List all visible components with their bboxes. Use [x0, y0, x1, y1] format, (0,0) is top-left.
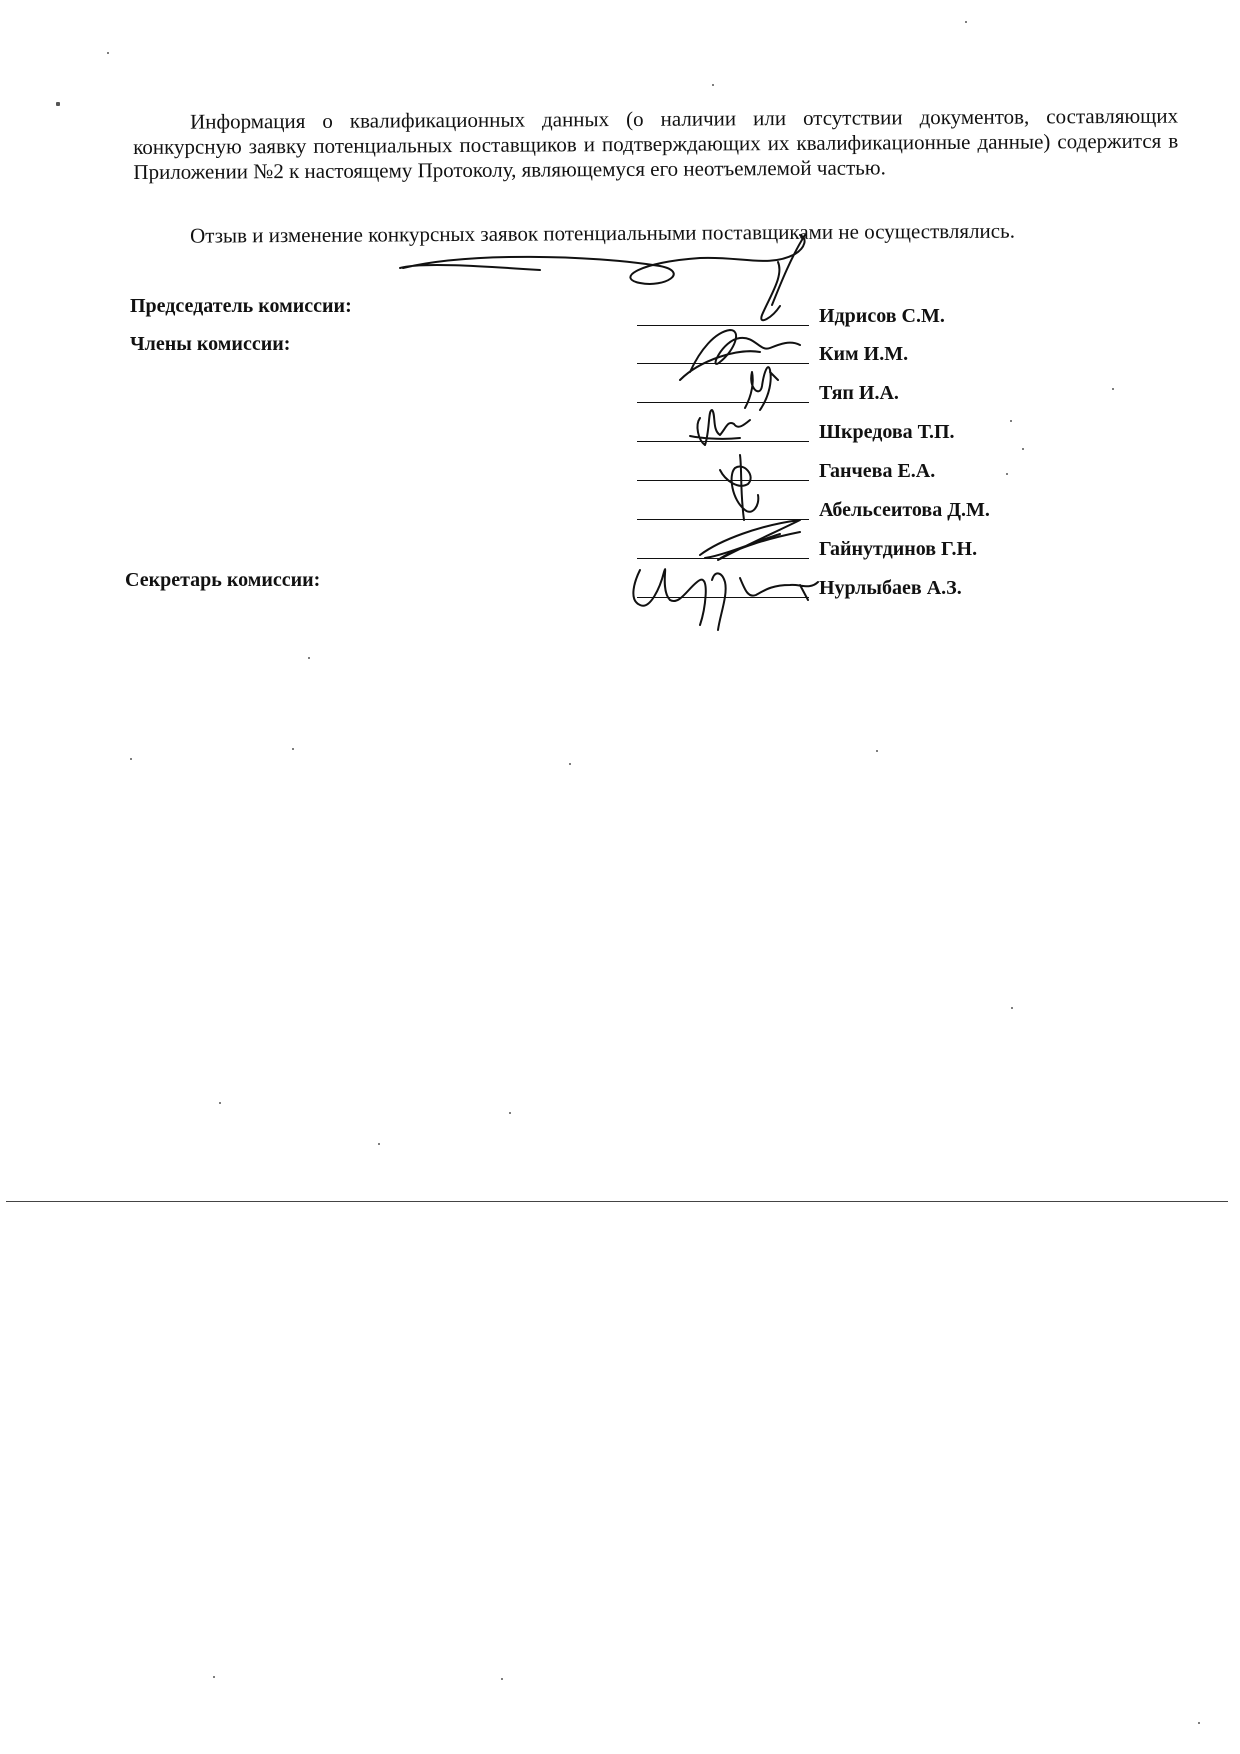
scan-speck [219, 1102, 221, 1104]
scan-speck [1112, 388, 1114, 390]
signatory-name: Идрисов С.М. [819, 305, 945, 327]
signatory-name: Шкредова Т.П. [819, 421, 955, 443]
scan-speck [501, 1678, 503, 1680]
scan-speck [213, 1676, 215, 1678]
signatory-name: Ганчева Е.А. [819, 460, 936, 482]
scan-speck [130, 758, 132, 760]
scan-speck [569, 763, 571, 765]
scan-speck [292, 748, 294, 750]
chairman-label: Председатель комиссии: [130, 295, 352, 317]
signatory-row [637, 455, 997, 485]
signatory-row [637, 338, 997, 368]
signature-line [637, 402, 809, 403]
scan-speck [1006, 473, 1008, 475]
signatory-row [637, 533, 997, 563]
scan-speck [1011, 1007, 1013, 1009]
scan-speck [1022, 448, 1024, 450]
signatory-name: Гайнутдинов Г.Н. [819, 538, 978, 560]
signatory-row [637, 572, 997, 602]
scan-speck [509, 1112, 511, 1114]
signatory-name: Абельсеитова Д.М. [819, 499, 990, 521]
scan-speck [1198, 1722, 1200, 1724]
signature-line [637, 325, 809, 326]
signature-line [637, 558, 809, 559]
signatory-name: Нурлыбаев А.З. [819, 577, 962, 599]
scan-speck [965, 21, 967, 23]
scan-speck [56, 102, 60, 106]
secretary-label: Секретарь комиссии: [125, 569, 321, 591]
signatory-row [637, 300, 997, 330]
scan-speck [378, 1143, 380, 1145]
signature-line [637, 480, 809, 481]
scan-speck [308, 657, 310, 659]
scan-speck [1010, 420, 1012, 422]
signature-line [637, 597, 809, 598]
signatory-row [637, 377, 997, 407]
scan-speck [876, 750, 878, 752]
signatory-row [637, 494, 997, 524]
scan-speck [107, 52, 109, 54]
qualification-info-paragraph: Информация о квалификационных данных (о наличии или отсутствии документов, составляющих конкурсную заявку потенциальных поставщиков и подтверждающих их квалификационные данные) содержится в Приложении №2 к настоящему Протоколу, являющемуся его неотъемлемой частью. [133, 103, 1179, 184]
horizontal-rule [6, 1201, 1228, 1202]
scan-speck [712, 84, 714, 86]
members-label: Члены комиссии: [130, 333, 291, 355]
withdrawal-info-paragraph: Отзыв и изменение конкурсных заявок потенциальными поставщиками не осуществлялись. [189, 218, 1015, 248]
signature-line [637, 441, 809, 442]
signatory-row [637, 416, 997, 446]
signature-line [637, 363, 809, 364]
signatory-name: Тяп И.А. [819, 382, 899, 404]
signatory-name: Ким И.М. [819, 343, 909, 365]
signature-line [637, 519, 809, 520]
